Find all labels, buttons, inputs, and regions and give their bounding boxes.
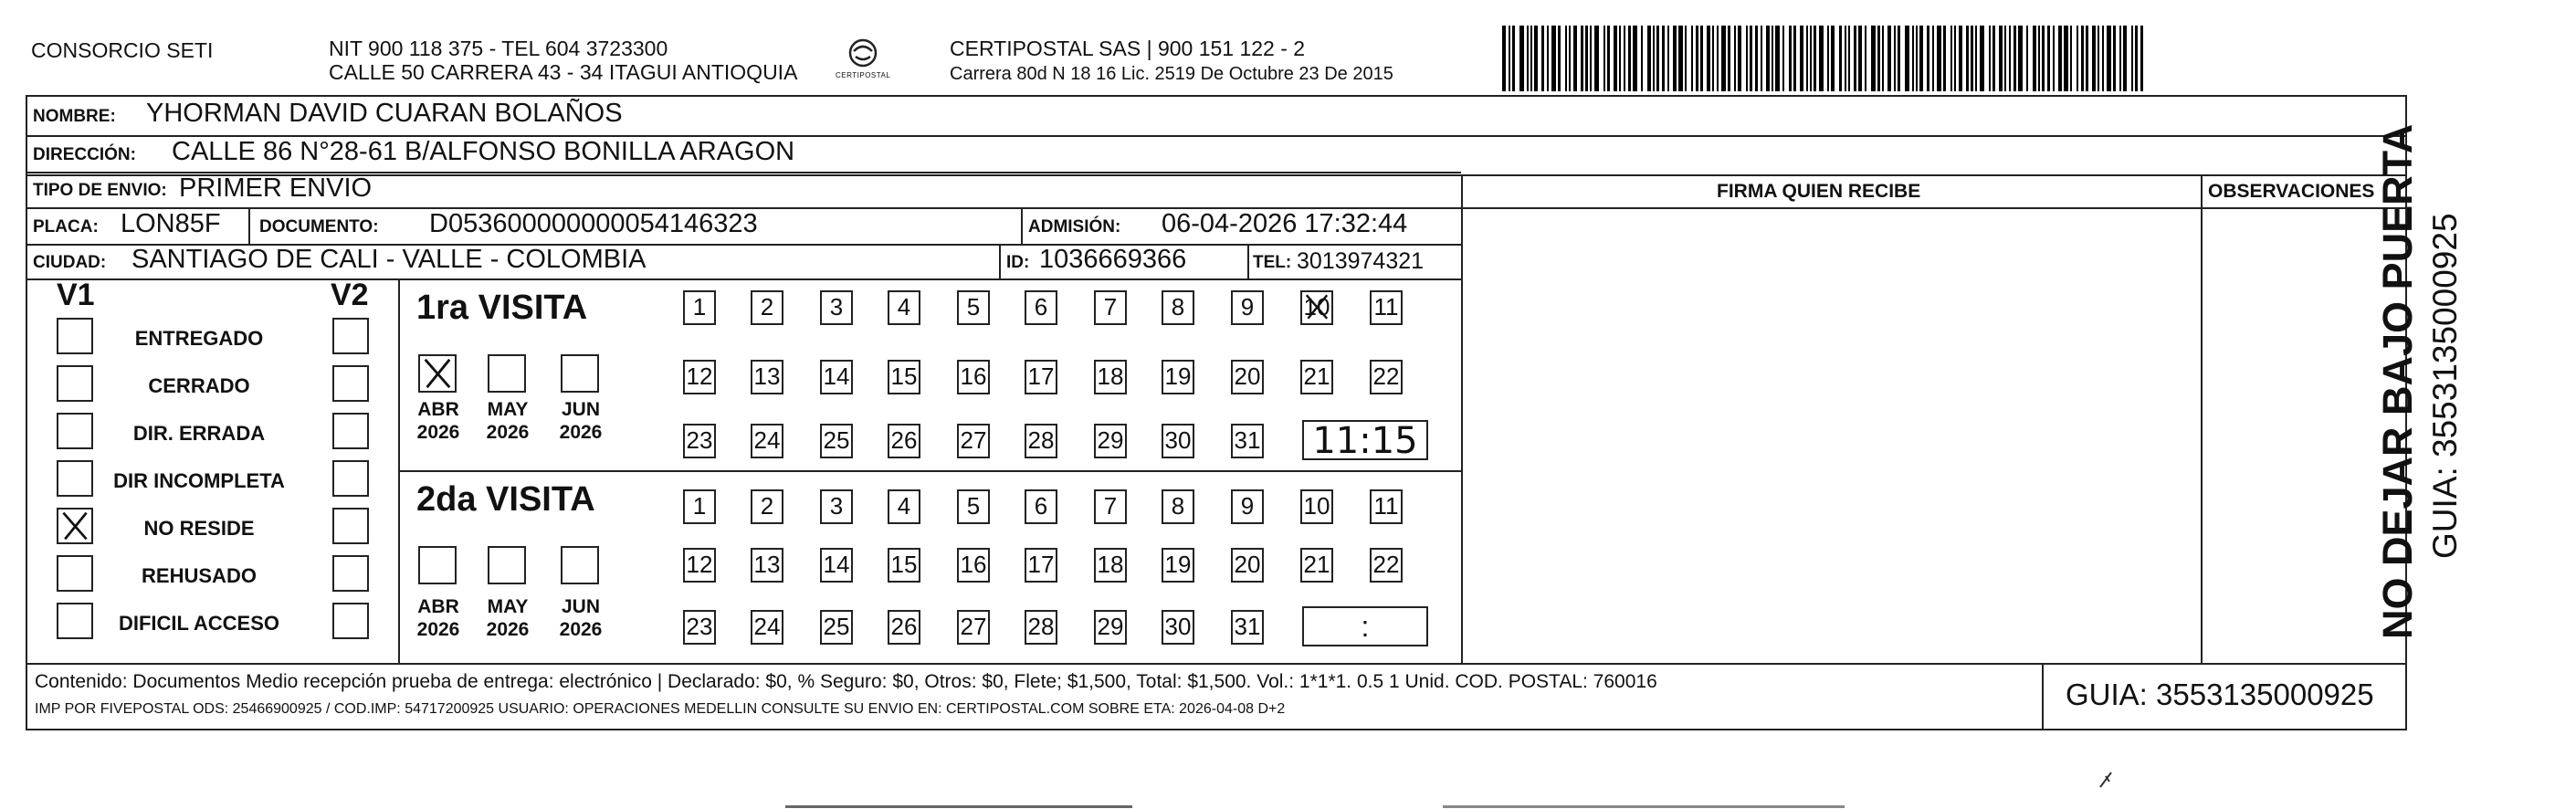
documento-value: D053600000000054146323 xyxy=(429,209,758,238)
day-box[interactable]: 18 xyxy=(1094,360,1127,394)
month-name: MAY xyxy=(487,399,529,420)
status-label: CERRADO xyxy=(148,374,250,397)
v2-header: V2 xyxy=(331,278,369,312)
day-box[interactable]: 18 xyxy=(1094,548,1127,583)
day-box[interactable]: 31 xyxy=(1231,424,1264,458)
placa-label: PLACA: xyxy=(33,217,99,236)
month-name: JUN xyxy=(561,399,600,420)
tipo-value: PRIMER ENVIO xyxy=(179,173,373,203)
day-box[interactable]: 26 xyxy=(888,610,920,645)
day-box[interactable]: 13 xyxy=(751,548,783,583)
row-divider xyxy=(26,174,2407,176)
day-box[interactable]: 6 xyxy=(1025,489,1057,524)
col-divider xyxy=(1461,174,1463,663)
tel-value: 3013974321 xyxy=(1297,248,1425,274)
day-box[interactable]: 1 xyxy=(683,290,716,325)
tel-label: TEL: xyxy=(1253,253,1292,272)
nombre-label: NOMBRE: xyxy=(33,107,116,126)
day-box[interactable]: 15 xyxy=(888,360,920,394)
month-year: 2026 xyxy=(486,619,530,640)
nit-line: NIT 900 118 375 - TEL 604 3723300 xyxy=(329,37,668,60)
day-box[interactable]: 17 xyxy=(1025,360,1057,394)
day-box[interactable]: 19 xyxy=(1162,360,1194,394)
day-box[interactable]: 28 xyxy=(1025,610,1057,645)
month-checkbox[interactable] xyxy=(488,354,526,393)
day-box[interactable]: 22 xyxy=(1370,548,1403,583)
ciudad-label: CIUDAD: xyxy=(33,253,107,272)
day-box[interactable]: 21 xyxy=(1300,360,1333,394)
col-divider xyxy=(2042,663,2044,730)
second-visit-title: 2da VISITA xyxy=(416,480,595,519)
month-checkbox[interactable] xyxy=(488,546,526,584)
month-label xyxy=(411,398,466,444)
day-box[interactable]: 31 xyxy=(1231,610,1264,645)
admision-label: ADMISIÓN: xyxy=(1028,217,1121,236)
month-checkbox[interactable] xyxy=(418,546,457,584)
day-box[interactable]: 5 xyxy=(957,489,990,524)
month-name: ABR xyxy=(417,399,459,420)
month-checkbox[interactable] xyxy=(561,546,599,584)
day-box[interactable]: 14 xyxy=(820,548,853,583)
day-box[interactable]: 27 xyxy=(957,610,990,645)
day-box[interactable]: 3 xyxy=(820,290,853,325)
day-box[interactable]: 1 xyxy=(683,489,716,524)
day-box[interactable]: 4 xyxy=(888,290,920,325)
month-label xyxy=(553,595,608,641)
day-box[interactable]: 30 xyxy=(1162,610,1194,645)
day-box[interactable]: 26 xyxy=(888,424,920,458)
day-box[interactable]: 16 xyxy=(957,360,990,394)
placa-value: LON85F xyxy=(121,209,221,238)
month-label xyxy=(411,595,466,641)
status-label: REHUSADO xyxy=(142,564,257,587)
second-visit-time[interactable]: : xyxy=(1302,606,1428,646)
id-label: ID: xyxy=(1006,253,1030,272)
day-box[interactable]: 20 xyxy=(1231,548,1264,583)
day-box[interactable]: 29 xyxy=(1094,610,1127,645)
scan-artifact xyxy=(785,805,1132,808)
no-dejar-text: NO DEJAR BAJO PUERTA xyxy=(2374,123,2421,639)
month-year: 2026 xyxy=(486,422,530,443)
day-box[interactable]: 3 xyxy=(820,489,853,524)
month-checkbox[interactable] xyxy=(561,354,599,393)
company-name: CONSORCIO SETI xyxy=(31,38,214,62)
admision-value: 06-04-2026 17:32:44 xyxy=(1162,209,1408,238)
row-divider xyxy=(26,278,1461,280)
month-year: 2026 xyxy=(416,422,460,443)
status-label: DIFICIL ACCESO xyxy=(118,612,279,635)
day-box[interactable]: 23 xyxy=(683,424,716,458)
status-label: ENTREGADO xyxy=(134,327,264,350)
certipostal-line: CERTIPOSTAL SAS | 900 151 122 - 2 xyxy=(950,37,1306,60)
day-box[interactable]: 7 xyxy=(1094,489,1127,524)
col-divider xyxy=(248,207,250,244)
row-divider xyxy=(398,470,1461,472)
status-label: NO RESIDE xyxy=(143,517,255,540)
month-label xyxy=(480,398,535,444)
day-box[interactable]: 29 xyxy=(1094,424,1127,458)
col-divider xyxy=(1247,244,1249,278)
logo-text: CERTIPOSTAL xyxy=(836,71,891,79)
day-box[interactable]: 12 xyxy=(683,548,716,583)
day-box[interactable]: 9 xyxy=(1231,489,1264,524)
first-visit-title: 1ra VISITA xyxy=(416,289,588,327)
ciudad-value: SANTIAGO DE CALI - VALLE - COLOMBIA xyxy=(131,245,647,274)
day-box[interactable]: 6 xyxy=(1025,290,1057,325)
observaciones-header: OBSERVACIONES xyxy=(2208,181,2375,202)
day-box[interactable]: 22 xyxy=(1370,360,1403,394)
col-divider xyxy=(398,278,400,663)
month-name: MAY xyxy=(487,596,529,617)
row-divider xyxy=(26,663,2407,665)
month-label xyxy=(480,595,535,641)
day-box[interactable]: 2 xyxy=(751,290,783,325)
month-checkbox[interactable] xyxy=(418,354,457,393)
day-box[interactable]: 8 xyxy=(1162,290,1194,325)
col-divider xyxy=(2201,174,2203,663)
certipostal-logo xyxy=(836,35,890,89)
day-box[interactable]: 25 xyxy=(820,610,853,645)
documento-label: DOCUMENTO: xyxy=(259,217,379,236)
day-box[interactable]: 15 xyxy=(888,548,920,583)
month-name: ABR xyxy=(417,596,459,617)
month-label xyxy=(553,398,608,444)
month-year: 2026 xyxy=(416,619,460,640)
day-box[interactable]: 17 xyxy=(1025,548,1057,583)
day-box[interactable]: 11 xyxy=(1370,290,1403,325)
day-box[interactable]: 4 xyxy=(888,489,920,524)
day-box[interactable]: 14 xyxy=(820,360,853,394)
col-divider xyxy=(999,244,1001,278)
barcode xyxy=(1502,26,2155,91)
day-box[interactable]: 24 xyxy=(751,424,783,458)
pen-mark xyxy=(2098,769,2113,789)
day-box[interactable]: 30 xyxy=(1162,424,1194,458)
day-box[interactable]: 25 xyxy=(820,424,853,458)
day-box[interactable]: 13 xyxy=(751,360,783,394)
nombre-value: YHORMAN DAVID CUARAN BOLAÑOS xyxy=(146,99,623,128)
id-value: 1036669366 xyxy=(1039,245,1187,274)
day-box[interactable]: 12 xyxy=(683,360,716,394)
scan-artifact xyxy=(1443,805,1845,808)
day-box[interactable]: 28 xyxy=(1025,424,1057,458)
imp-line: IMP POR FIVEPOSTAL ODS: 25466900925 / COD.IMP: 54717200925 USUARIO: OPERACIONES MEDELLIN CONSULTE SU ENVIO EN: CERTIPOSTAL.COM SOBRE ETA: 2026-04-08 D+2 xyxy=(35,701,1286,717)
status-label: DIR. ERRADA xyxy=(132,422,266,445)
day-box[interactable]: 20 xyxy=(1231,360,1264,394)
day-box[interactable]: 10 xyxy=(1300,489,1333,524)
direccion-label: DIRECCIÓN: xyxy=(33,145,136,164)
tipo-label: TIPO DE ENVIO: xyxy=(33,181,167,200)
status-label: DIR INCOMPLETA xyxy=(113,469,285,492)
license-line: Carrera 80d N 18 16 Lic. 2519 De Octubre 23 De 2015 xyxy=(950,64,1393,84)
day-box[interactable]: 5 xyxy=(957,290,990,325)
firma-header: FIRMA QUIEN RECIBE xyxy=(1717,181,1921,202)
address-line: CALLE 50 CARRERA 43 - 34 ITAGUI ANTIOQUIA xyxy=(329,60,798,84)
day-box[interactable]: 16 xyxy=(957,548,990,583)
cross-mark xyxy=(1302,292,1331,323)
month-year: 2026 xyxy=(559,422,603,443)
day-box[interactable]: 11 xyxy=(1370,489,1403,524)
first-visit-time[interactable]: 11:15 xyxy=(1302,420,1428,460)
day-box[interactable]: 9 xyxy=(1231,290,1264,325)
day-box[interactable]: 21 xyxy=(1300,548,1333,583)
contenido-line: Contenido: Documentos Medio recepción prueba de entrega: electrónico | Declarado: $0, % Seguro: $0, Otros: $0, Flete; $1,500, Total: $1,500. Vol.: 1*1*1. 0.5 1 Unid. COD. POSTAL: 760016 xyxy=(35,671,1657,692)
v1-header: V1 xyxy=(57,278,95,312)
day-box[interactable]: 27 xyxy=(957,424,990,458)
day-box[interactable]: 2 xyxy=(751,489,783,524)
guia-box: GUIA: 3553135000925 xyxy=(2066,678,2374,711)
day-box[interactable]: 8 xyxy=(1162,489,1194,524)
col-divider xyxy=(1021,207,1023,244)
day-box[interactable]: 7 xyxy=(1094,290,1127,325)
day-box[interactable]: 24 xyxy=(751,610,783,645)
side-guia-text: GUIA: 3553135000925 xyxy=(2426,213,2464,559)
day-box[interactable]: 23 xyxy=(683,610,716,645)
day-box[interactable]: 19 xyxy=(1162,548,1194,583)
month-name: JUN xyxy=(561,596,600,617)
month-year: 2026 xyxy=(559,619,603,640)
direccion-value: CALLE 86 N°28-61 B/ALFONSO BONILLA ARAGON xyxy=(172,137,795,166)
day-box[interactable]: 10 xyxy=(1300,290,1333,325)
